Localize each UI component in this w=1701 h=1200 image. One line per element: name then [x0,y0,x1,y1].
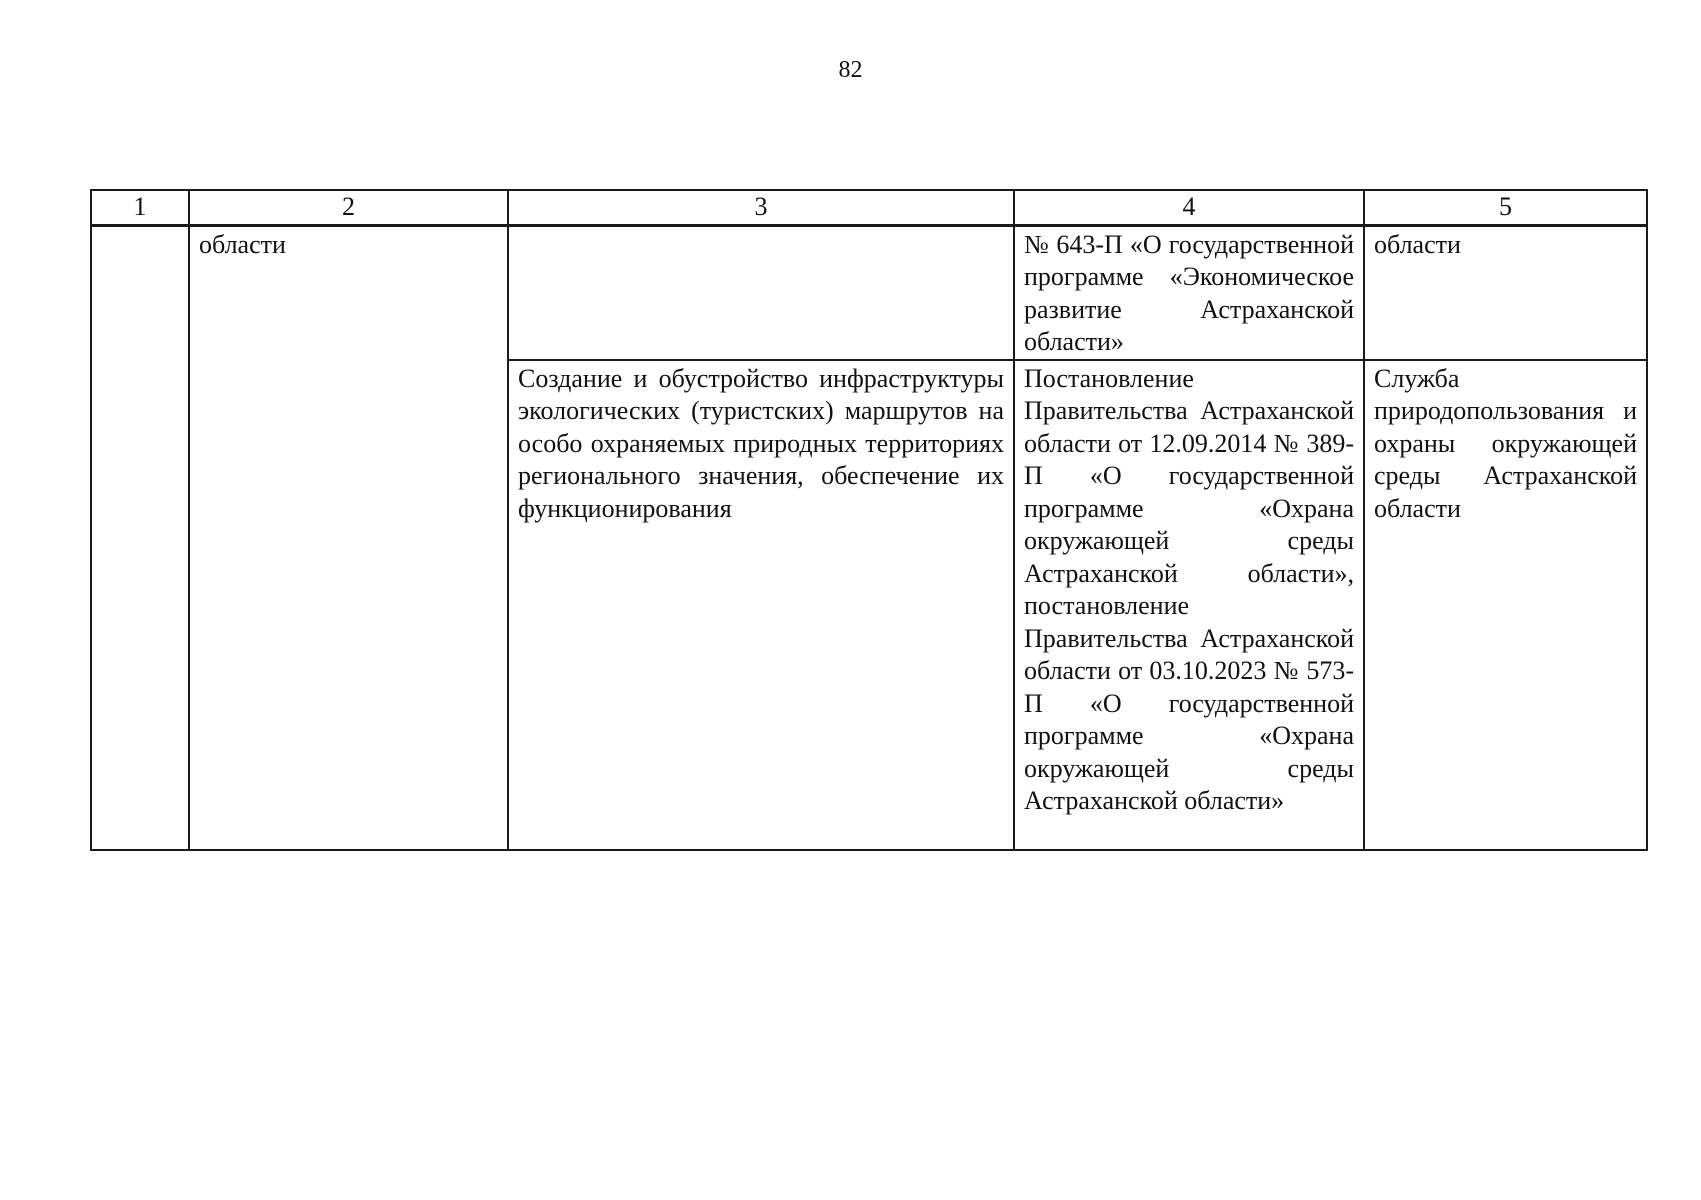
document-table [90,189,1648,851]
page-number: 82 [838,57,863,83]
table-row [91,225,1647,360]
executor-text: Служба природопользования и охраны окружающей среды Астраханской области [1374,363,1637,523]
cell-number [91,225,189,850]
cell-executor: области [1364,225,1647,360]
cell-legal-act [1014,360,1364,850]
header-col-3: 3 [508,190,1014,225]
legal-act-text: Постановление Правительства Астраханской области от 12.09.2014 № 389-П «О государственной программе «Охрана окружающей среды Астраханской области», постановление Правительства Астраханской области от 03.10.2023 № 573-П «О государственной программе «Охрана окружающей среды Астраханской области» [1024,363,1354,815]
cell-measure [508,225,1014,360]
measure-text: Создание и обустройство инфраструктуры экологических (туристских) маршрутов на особо охраняемых природных территориях регионального значения, обеспечение их функционирования [518,363,1004,523]
header-col-5: 5 [1364,190,1647,225]
header-col-4: 4 [1014,190,1364,225]
cell-executor [1364,360,1647,850]
cell-legal-act [1014,225,1364,360]
legal-act-text: № 643-П «О государственной программе «Экономическое развитие Астраханской области» [1024,229,1354,356]
header-col-1: 1 [91,190,189,225]
header-col-2: 2 [189,190,508,225]
cell-measure [508,360,1014,850]
table-header-row [91,190,1647,225]
cell-region: области [189,225,508,850]
